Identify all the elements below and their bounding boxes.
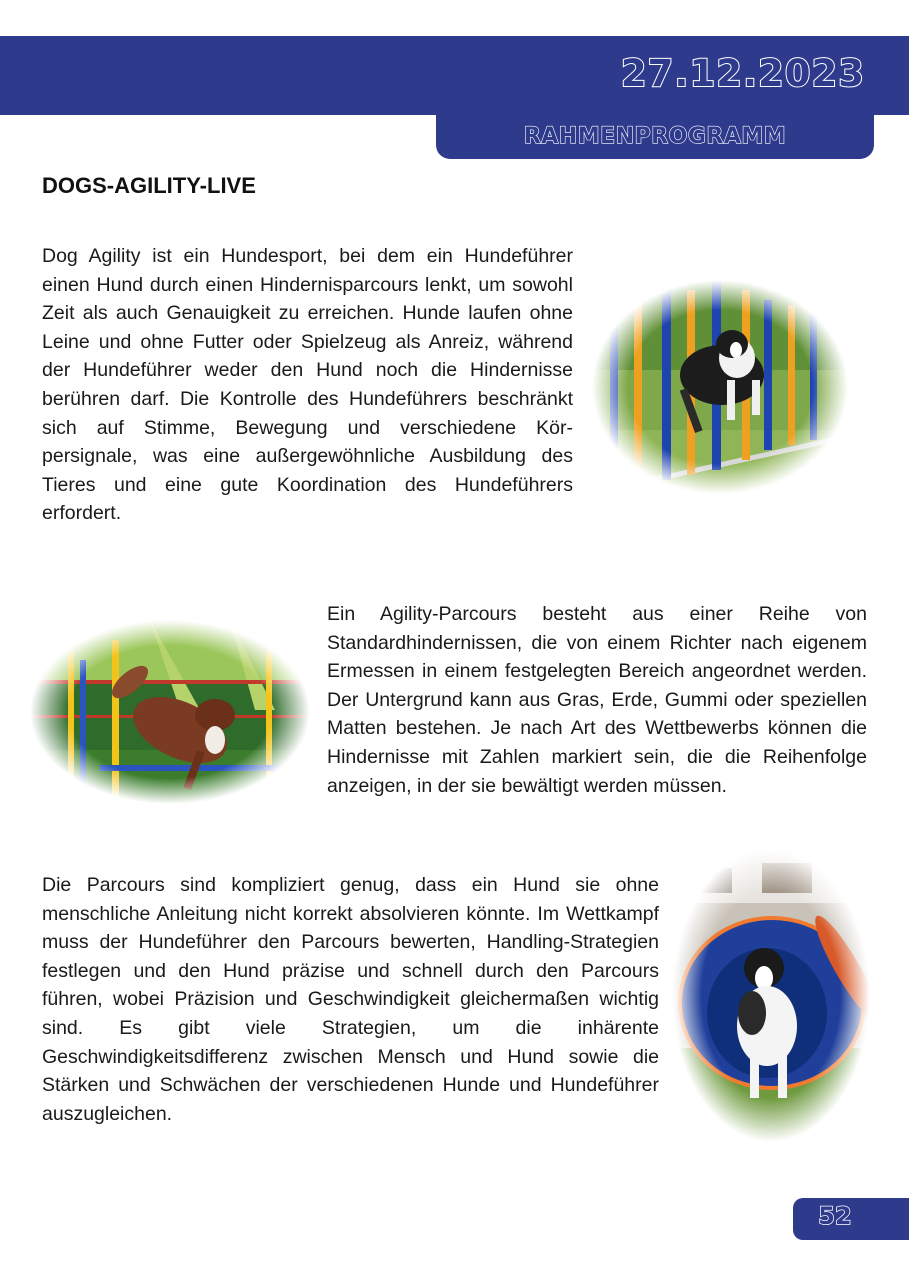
header-date: 27.12.2023 xyxy=(620,52,865,95)
page-number-badge xyxy=(793,1198,909,1240)
article-title: DOGS-AGILITY-LIVE xyxy=(42,173,256,198)
dog-tunnel-photo xyxy=(672,848,870,1143)
dog-weave-poles-photo xyxy=(592,280,848,495)
dog-jump-photo xyxy=(30,620,310,805)
article-paragraph-3: Die Parcours sind kompliziert genug, dass ein Hund sie ohne menschliche Anleitung nicht korrekt absolvieren könnte. Im Wettkampf muss der Hundeführer den Parcours bewerten, Handling-Strategien festlegen und den Hund präzise und schnell durch den Parcours führen, wobei Präzision und Geschwindigkeit gleichermaßen wichtig sind. Es gibt viele Strategien, um die inhärente Geschwindigkeitsdifferenz zwischen Mensch und Hund sowie die Stärken und Schwächen der verschiedenen Hunde und Hundeführer auszugleichen. xyxy=(42,874,659,1125)
page-number: 52 xyxy=(818,1202,852,1230)
article-paragraph-1: Dog Agility ist ein Hundesport, bei dem ein Hundeführer einen Hund durch einen Hindernisparcours lenkt, um sowohl Zeit als auch Genauigkeit zu erreichen. Hunde laufen ohne Leine und ohne Futter oder Spielzeug als Anreiz, während der Hundeführer weder den Hund noch die Hindernisse berühren darf. Die Kontrolle des Hundeführers beschränkt sich auf Stimme, Bewegung und verschiedene Körpersignale, was eine außergewöhnliche Ausbildung des Tieres und eine gute Koordination des Hundeführers erfordert. xyxy=(42,245,573,525)
article-paragraph-2: Ein Agility-Parcours besteht aus einer Reihe von Standardhindernissen, die von einem Richter nach eigenem Ermessen in einem festgelegten Bereich angeordnet werden. Der Untergrund kann aus Gras, Erde, Gummi oder speziellen Matten bestehen. Je nach Art des Wettbewerbs können die Hindernisse mit Zahlen markiert sein, die die Reihenfolge anzeigen, in der sie bewältigt werden müssen. xyxy=(327,603,867,797)
section-label: RAHMENPROGRAMM xyxy=(523,124,787,149)
